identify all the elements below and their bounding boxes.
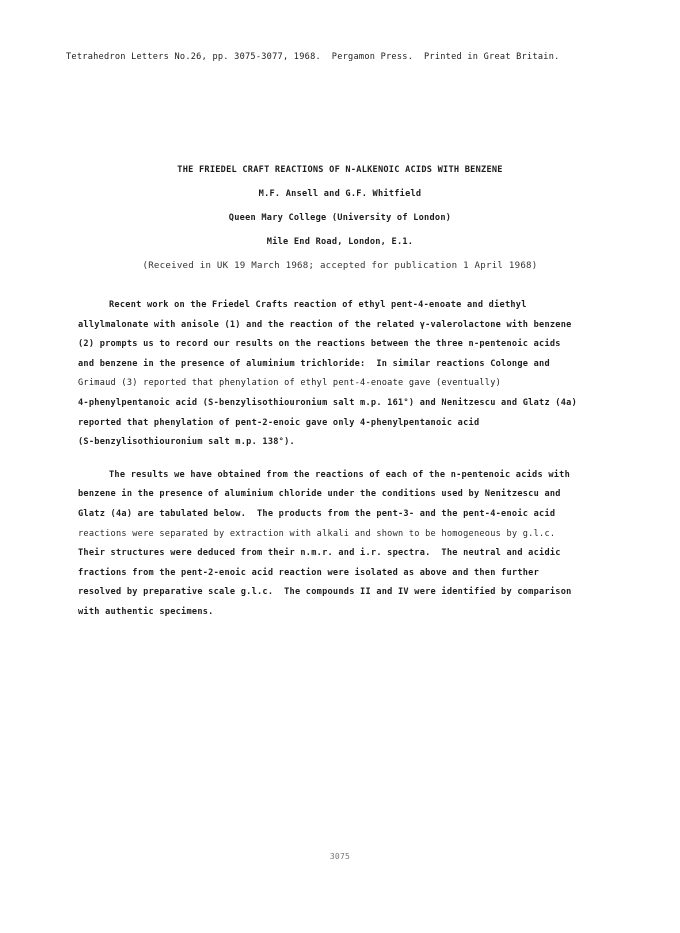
text-line: fractions from the pent-2-enoic acid reaction were isolated as above and then further (78, 567, 540, 578)
text-line: Recent work on the Friedel Crafts reaction of ethyl pent-4-enoate and diethyl (109, 300, 527, 310)
received-dates: (Received in UK 19 March 1968; accepted for publication 1 April 1968) (142, 261, 538, 271)
text-line: reported that phenylation of pent-2-enoic gave only 4-phenylpentanoic acid (78, 417, 480, 428)
text-line: 4-phenylpentanoic acid (S-benzylisothiouronium salt m.p. 161°) and Nenitzescu and Glatz (4a) (78, 397, 577, 408)
article-title: THE FRIEDEL CRAFT REACTIONS OF N-ALKENOIC ACIDS WITH BENZENE (177, 165, 503, 175)
text-line: with authentic specimens. (78, 606, 214, 617)
paragraph-results (78, 466, 618, 623)
text-line: allylmalonate with anisole (1) and the reaction of the related γ-valerolactone with benzene (78, 319, 572, 330)
text-line: and benzene in the presence of aluminium trichloride: In similar reactions Colonge and (78, 358, 550, 369)
text-line: Grimaud (3) reported that phenylation of ethyl pent-4-enoate gave (eventually) (78, 378, 502, 389)
paragraph-introduction (78, 296, 618, 453)
page-number: 3075 (329, 852, 351, 861)
text-line: benzene in the presence of aluminium chloride under the conditions used by Nenitzescu and (78, 489, 561, 500)
text-line: reactions were separated by extraction with alkali and shown to be homogeneous by g.l.c. (78, 528, 556, 539)
text-line: The results we have obtained from the reactions of each of the n-pentenoic acids with (109, 469, 571, 480)
article-authors: M.F. Ansell and G.F. Whitfield (258, 189, 422, 199)
journal-citation: Tetrahedron Letters No.26, pp. 3075-3077, 1968. Pergamon Press. Printed in Great Britain. (66, 52, 560, 62)
author-institution: Queen Mary College (University of London) (228, 213, 452, 223)
text-line: (2) prompts us to record our results on the reactions between the three n-pentenoic acids (78, 339, 561, 350)
text-line: Glatz (4a) are tabulated below. The products from the pent-3- and the pent-4-enoic acid (78, 508, 556, 519)
text-line: (S-benzylisothiouronium salt m.p. 138°). (78, 437, 295, 448)
article-body (78, 296, 618, 623)
text-line: Their structures were deduced from their n.m.r. and i.r. spectra. The neutral and acidic (78, 548, 561, 559)
institution-address: Mile End Road, London, E.1. (266, 237, 414, 247)
article-heading (0, 158, 680, 278)
text-line: resolved by preparative scale g.l.c. The compounds II and IV were identified by comparison (78, 587, 572, 598)
